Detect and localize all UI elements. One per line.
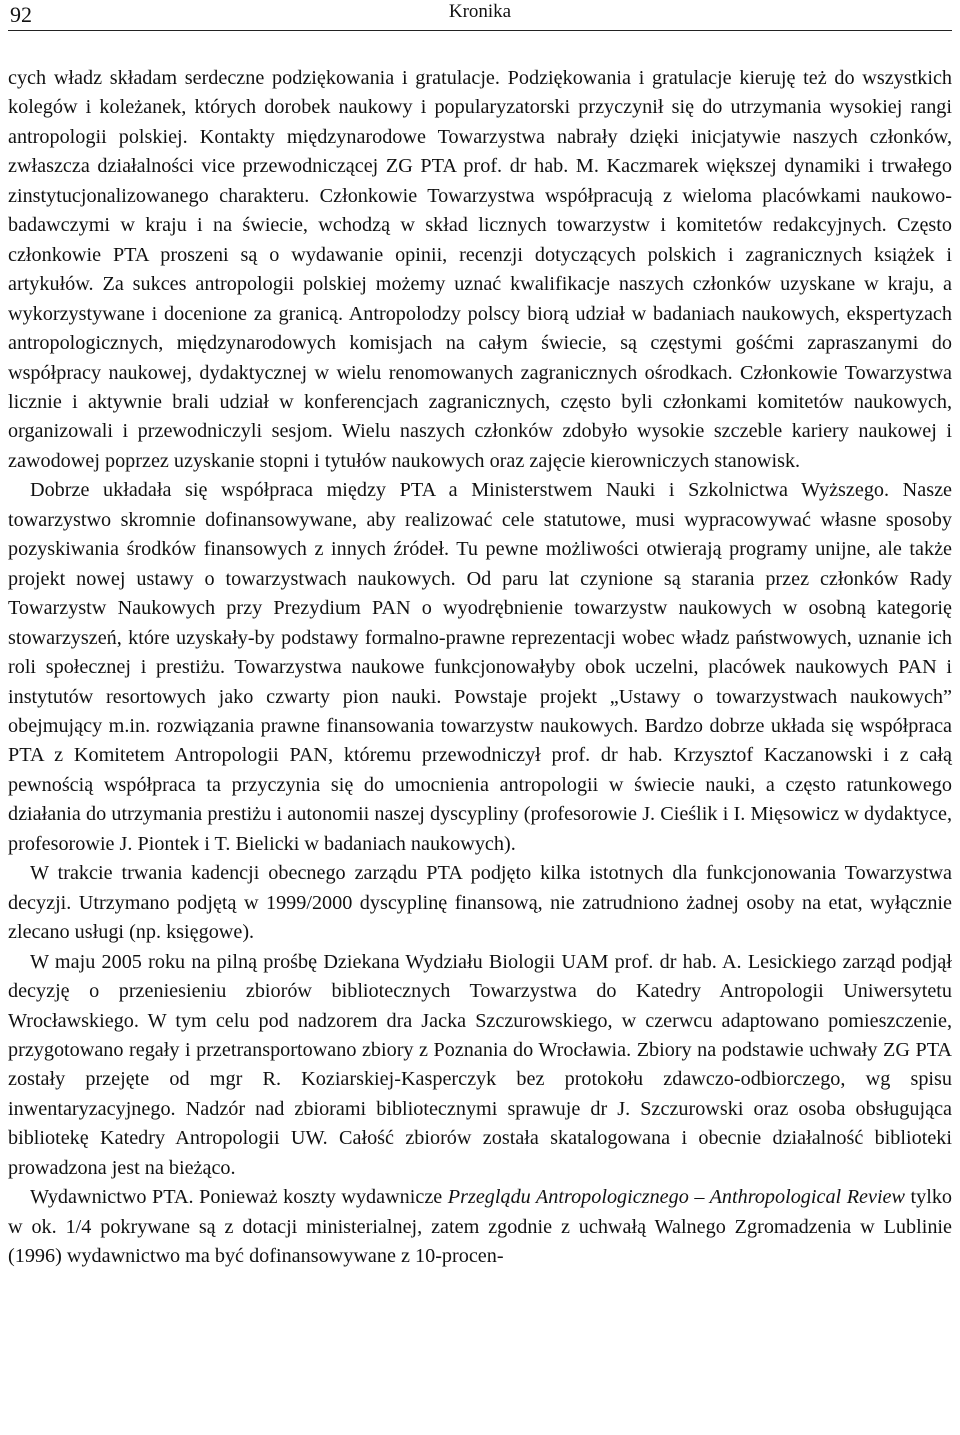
journal-title: Przeglądu Antropologicznego – Anthropological Review [447,1186,905,1209]
page-number: 92 [10,2,32,27]
paragraph-5 [8,1183,952,1271]
paragraph-5-text-before: Wydawnictwo PTA. Ponieważ koszty wydawnicze [30,1186,448,1209]
body-text [8,64,952,1272]
page-header [8,0,952,31]
paragraph-2: Dobrze układała się współpraca między PTA a Ministerstwem Nauki i Szkolnictwa Wyższego. Nasze towarzystwo skromnie dofinansowywane, aby realizować cele statutowe, musi wypracowywać własne sposoby pozyskiwania środków finansowych z innych źródeł. Tu pewne możliwości otwierają programy unijne, ale także projekt nowej ustawy o towarzystwach naukowych. Od paru lat czynione są starania przez członków Rady Towarzystw Naukowych przy Prezydium PAN o wyodrębnienie towarzystw naukowych w osobną kategorię stowarzyszeń, które uzyskały-by podstawy formalno-prawne reprezentacji wobec władz państwowych, uznanie ich roli społecznej i prestiżu. Towarzystwa naukowe funkcjonowałyby obok uczelni, placówek naukowych PAN i instytutów resortowych jako czwarty pion nauki. Powstaje projekt „Ustawy o towarzystwach naukowych” obejmujący m.in. rozwiązania prawne finansowania towarzystw naukowych. Bardzo dobrze układa się współpraca PTA z Komitetem Antropologii PAN, któremu przewodniczył prof. dr hab. Krzysztof Kaczanowski i z całą pewnością współpraca ta przyczynia się do umocnienia antropologii w świecie nauki, a często ratunkowego działania do utrzymania prestiżu i autonomii naszej dyscypliny (profesorowie J. Cieślik i I. Mięsowicz w dydaktyce, profesorowie J. Piontek i T. Bielicki w badaniach naukowych). [8,479,952,855]
paragraph-5-text-after: tylko w ok. 1/4 pokrywane są z dotacji ministerialnej, zatem zgodnie z uchwałą Walnego Zgromadzenia w Lublinie (1996) wydawnictwo ma być dofinansowywane z 10-procen- [8,1186,953,1268]
running-title: Kronika [448,1,512,22]
paragraph-3: W trakcie trwania kadencji obecnego zarządu PTA podjęto kilka istotnych dla funkcjonowania Towarzystwa decyzji. Utrzymano podjętą w 1999/2000 dyscyplinę finansową, nie zatrudniono żadnej osoby na etat, wyłącznie zlecano usługi (np. księgowe). [8,862,952,944]
paragraph-4: W maju 2005 roku na pilną prośbę Dziekana Wydziału Biologii UAM prof. dr hab. A. Lesickiego zarząd podjął decyzję o przeniesieniu zbiorów bibliotecznych Towarzystwa do Katedry Antropologii Uniwersytetu Wrocławskiego. W tym celu pod nadzorem dra Jacka Szczurowskiego, w czerwcu adaptowano pomieszczenie, przygotowano regały i przetransportowano zbiory z Poznania do Wrocławia. Zbiory na podstawie uchwały ZG PTA zostały przejęte od mgr R. Koziarskiej-Kasperczyk bez protokołu zdawczo-odbiorczego, wg spisu inwentaryzacyjnego. Nadzór nad zbiorami bibliotecznymi sprawuje dr J. Szczurowski oraz osoba obsługująca bibliotekę Katedry Antropologii UW. Całość zbiorów została skatalogowana i obecnie działalność biblioteki prowadzona jest na bieżąco. [8,950,952,1179]
paragraph-1: cych władz składam serdeczne podziękowania i gratulacje. Podziękowania i gratulacje kieruję też do wszystkich kolegów i koleżanek, których dorobek naukowy i popularyzatorski przyczynił się do utrzymania wysokiej rangi antropologii polskiej. Kontakty międzynarodowe Towarzystwa nabrały dzięki inicjatywie naszych członków, zwłaszcza działalności vice przewodniczącej ZG PTA prof. dr hab. M. Kaczmarek większej dynamiki i trwałego zinstytucjonalizowanego charakteru. Członkowie Towarzystwa współpracują z wieloma placówkami naukowo-badawczymi w kraju i na świecie, wchodzą w skład licznych towarzystw i komitetów redakcyjnych. Często członkowie PTA proszeni są o wydawanie opinii, recenzji dotyczących polskich i zagranicznych książek i artykułów. Za sukces antropologii polskiej możemy uznać kwalifikacje naszych członków uzyskane w kraju, a wykorzystywane i docenione za granicą. Antropolodzy polscy biorą udział w badaniach naukowych, ekspertyzach antropologicznych, międzynarodowych komisjach na całym świecie, są częstymi gośćmi zapraszanymi do współpracy naukowej, dydaktycznej w wielu renomowanych zagranicznych ośrodkach. Członkowie Towarzystwa licznie i aktywnie brali udział w konferencjach zagranicznych, często byli członkami komitetów naukowych, organizowali i przewodniczyli sesjom. Wielu naszych członków zdobyło wysokie szczeble kariery naukowej i zawodowej poprzez uzyskanie stopni i tytułów naukowych oraz zajęcie kierowniczych stanowisk. [8,67,952,472]
